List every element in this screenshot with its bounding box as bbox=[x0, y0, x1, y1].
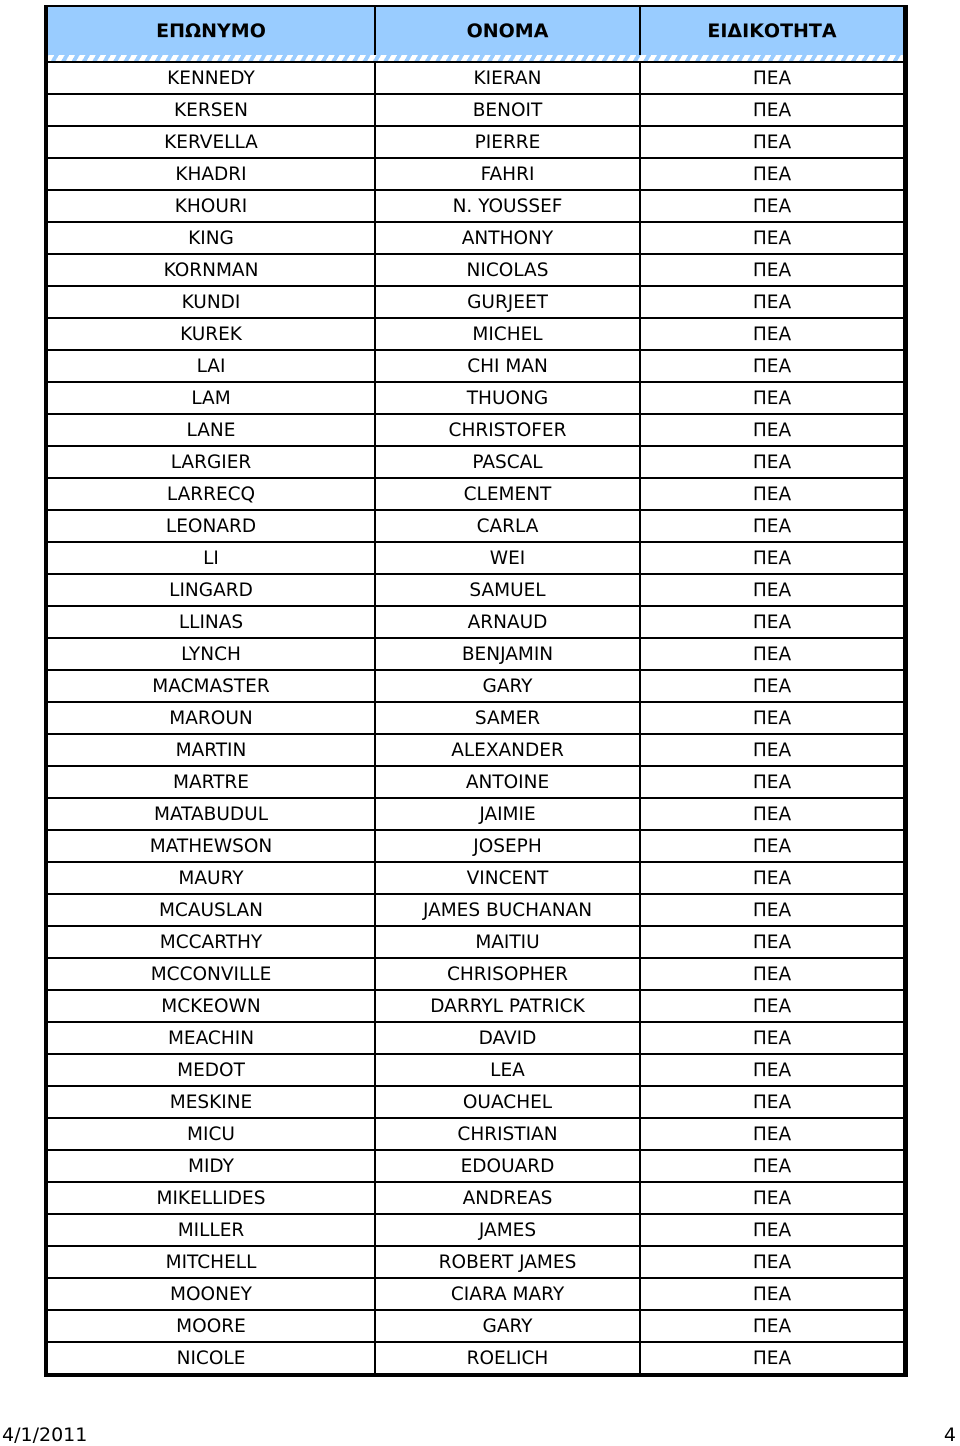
cell-surname: KUNDI bbox=[48, 286, 375, 318]
cell-first-name: ANDREAS bbox=[375, 1182, 640, 1214]
table-row bbox=[48, 702, 903, 734]
table-row bbox=[48, 1182, 903, 1214]
table-row bbox=[48, 1054, 903, 1086]
table-row bbox=[48, 318, 903, 350]
header-band-cell bbox=[48, 55, 903, 62]
cell-surname: MESKINE bbox=[48, 1086, 375, 1118]
header-first-name: ΟΝΟΜΑ bbox=[375, 7, 640, 55]
table-row bbox=[48, 1150, 903, 1182]
cell-surname: LEONARD bbox=[48, 510, 375, 542]
cell-surname: NICOLE bbox=[48, 1342, 375, 1373]
cell-specialty: ΠΕΑ bbox=[640, 1150, 903, 1182]
table-row bbox=[48, 1310, 903, 1342]
cell-specialty: ΠΕΑ bbox=[640, 830, 903, 862]
cell-specialty: ΠΕΑ bbox=[640, 1022, 903, 1054]
cell-surname: MAURY bbox=[48, 862, 375, 894]
cell-surname: MATHEWSON bbox=[48, 830, 375, 862]
cell-specialty: ΠΕΑ bbox=[640, 1214, 903, 1246]
cell-first-name: BENJAMIN bbox=[375, 638, 640, 670]
cell-specialty: ΠΕΑ bbox=[640, 94, 903, 126]
cell-specialty: ΠΕΑ bbox=[640, 1086, 903, 1118]
cell-surname: LAM bbox=[48, 382, 375, 414]
cell-specialty: ΠΕΑ bbox=[640, 766, 903, 798]
cell-first-name: CHI MAN bbox=[375, 350, 640, 382]
header-row bbox=[48, 7, 903, 55]
table-row bbox=[48, 254, 903, 286]
cell-specialty: ΠΕΑ bbox=[640, 894, 903, 926]
page-number: 4 bbox=[943, 1424, 956, 1446]
cell-surname: LI bbox=[48, 542, 375, 574]
table-row bbox=[48, 478, 903, 510]
cell-specialty: ΠΕΑ bbox=[640, 542, 903, 574]
cell-surname: LANE bbox=[48, 414, 375, 446]
cell-specialty: ΠΕΑ bbox=[640, 638, 903, 670]
table-body bbox=[48, 62, 903, 1373]
cell-surname: MICU bbox=[48, 1118, 375, 1150]
cell-surname: LYNCH bbox=[48, 638, 375, 670]
cell-specialty: ΠΕΑ bbox=[640, 222, 903, 254]
cell-first-name: OUACHEL bbox=[375, 1086, 640, 1118]
table-row bbox=[48, 766, 903, 798]
cell-first-name: GARY bbox=[375, 1310, 640, 1342]
cell-first-name: CHRISOPHER bbox=[375, 958, 640, 990]
cell-specialty: ΠΕΑ bbox=[640, 510, 903, 542]
cell-specialty: ΠΕΑ bbox=[640, 254, 903, 286]
table-row bbox=[48, 94, 903, 126]
cell-surname: KING bbox=[48, 222, 375, 254]
cell-surname: MILLER bbox=[48, 1214, 375, 1246]
cell-surname: MAROUN bbox=[48, 702, 375, 734]
cell-specialty: ΠΕΑ bbox=[640, 734, 903, 766]
cell-surname: MCKEOWN bbox=[48, 990, 375, 1022]
cell-surname: MOORE bbox=[48, 1310, 375, 1342]
cell-first-name: VINCENT bbox=[375, 862, 640, 894]
table-row bbox=[48, 1342, 903, 1373]
cell-surname: LARRECQ bbox=[48, 478, 375, 510]
cell-surname: MARTRE bbox=[48, 766, 375, 798]
cell-specialty: ΠΕΑ bbox=[640, 446, 903, 478]
cell-specialty: ΠΕΑ bbox=[640, 126, 903, 158]
cell-first-name: PIERRE bbox=[375, 126, 640, 158]
cell-first-name: CARLA bbox=[375, 510, 640, 542]
cell-specialty: ΠΕΑ bbox=[640, 670, 903, 702]
cell-first-name: CIARA MARY bbox=[375, 1278, 640, 1310]
cell-surname: MITCHELL bbox=[48, 1246, 375, 1278]
cell-first-name: KIERAN bbox=[375, 62, 640, 94]
cell-surname: MCCARTHY bbox=[48, 926, 375, 958]
table-row bbox=[48, 414, 903, 446]
cell-first-name: SAMER bbox=[375, 702, 640, 734]
table-row bbox=[48, 606, 903, 638]
cell-first-name: BENOIT bbox=[375, 94, 640, 126]
cell-first-name: CHRISTIAN bbox=[375, 1118, 640, 1150]
cell-specialty: ΠΕΑ bbox=[640, 62, 903, 94]
table-row bbox=[48, 510, 903, 542]
cell-first-name: ROBERT JAMES bbox=[375, 1246, 640, 1278]
cell-surname: KHOURI bbox=[48, 190, 375, 222]
cell-surname: MOONEY bbox=[48, 1278, 375, 1310]
cell-first-name: MICHEL bbox=[375, 318, 640, 350]
table-row bbox=[48, 446, 903, 478]
cell-specialty: ΠΕΑ bbox=[640, 958, 903, 990]
table-row bbox=[48, 1246, 903, 1278]
cell-specialty: ΠΕΑ bbox=[640, 1246, 903, 1278]
cell-first-name: FAHRI bbox=[375, 158, 640, 190]
table-row bbox=[48, 286, 903, 318]
cell-surname: LARGIER bbox=[48, 446, 375, 478]
table-row bbox=[48, 574, 903, 606]
cell-first-name: EDOUARD bbox=[375, 1150, 640, 1182]
cell-surname: KERVELLA bbox=[48, 126, 375, 158]
table-row bbox=[48, 382, 903, 414]
cell-first-name: PASCAL bbox=[375, 446, 640, 478]
cell-specialty: ΠΕΑ bbox=[640, 158, 903, 190]
table-row bbox=[48, 798, 903, 830]
cell-specialty: ΠΕΑ bbox=[640, 990, 903, 1022]
cell-first-name: JOSEPH bbox=[375, 830, 640, 862]
cell-specialty: ΠΕΑ bbox=[640, 1278, 903, 1310]
cell-specialty: ΠΕΑ bbox=[640, 318, 903, 350]
cell-specialty: ΠΕΑ bbox=[640, 286, 903, 318]
table-header bbox=[48, 7, 903, 62]
cell-specialty: ΠΕΑ bbox=[640, 798, 903, 830]
cell-surname: KERSEN bbox=[48, 94, 375, 126]
table-row bbox=[48, 1118, 903, 1150]
table-row bbox=[48, 350, 903, 382]
table-row bbox=[48, 222, 903, 254]
header-decorative-band bbox=[48, 55, 903, 62]
cell-surname: MACMASTER bbox=[48, 670, 375, 702]
table-row bbox=[48, 958, 903, 990]
cell-specialty: ΠΕΑ bbox=[640, 478, 903, 510]
names-table bbox=[48, 7, 903, 1373]
cell-first-name: N. YOUSSEF bbox=[375, 190, 640, 222]
cell-first-name: CHRISTOFER bbox=[375, 414, 640, 446]
cell-surname: KUREK bbox=[48, 318, 375, 350]
cell-surname: MEDOT bbox=[48, 1054, 375, 1086]
table-row bbox=[48, 926, 903, 958]
cell-specialty: ΠΕΑ bbox=[640, 1118, 903, 1150]
table-row bbox=[48, 1086, 903, 1118]
cell-first-name: ANTHONY bbox=[375, 222, 640, 254]
table-row bbox=[48, 734, 903, 766]
cell-first-name: ROELICH bbox=[375, 1342, 640, 1373]
cell-first-name: SAMUEL bbox=[375, 574, 640, 606]
table-row bbox=[48, 542, 903, 574]
cell-surname: MIKELLIDES bbox=[48, 1182, 375, 1214]
cell-specialty: ΠΕΑ bbox=[640, 1310, 903, 1342]
table-row bbox=[48, 638, 903, 670]
table-row bbox=[48, 862, 903, 894]
cell-first-name: LEA bbox=[375, 1054, 640, 1086]
cell-first-name: JAMES BUCHANAN bbox=[375, 894, 640, 926]
table-row bbox=[48, 894, 903, 926]
cell-specialty: ΠΕΑ bbox=[640, 1054, 903, 1086]
cell-surname: LLINAS bbox=[48, 606, 375, 638]
cell-surname: LINGARD bbox=[48, 574, 375, 606]
cell-surname: MATABUDUL bbox=[48, 798, 375, 830]
cell-first-name: DAVID bbox=[375, 1022, 640, 1054]
table-row bbox=[48, 990, 903, 1022]
cell-first-name: MAITIU bbox=[375, 926, 640, 958]
table-row bbox=[48, 1278, 903, 1310]
cell-surname: MIDY bbox=[48, 1150, 375, 1182]
table-row bbox=[48, 62, 903, 94]
table-row bbox=[48, 1214, 903, 1246]
header-specialty: ΕΙΔΙΚΟΤΗΤΑ bbox=[640, 7, 903, 55]
cell-surname: MCCONVILLE bbox=[48, 958, 375, 990]
cell-specialty: ΠΕΑ bbox=[640, 414, 903, 446]
cell-first-name: ALEXANDER bbox=[375, 734, 640, 766]
cell-surname: LAI bbox=[48, 350, 375, 382]
cell-first-name: JAMES bbox=[375, 1214, 640, 1246]
cell-specialty: ΠΕΑ bbox=[640, 574, 903, 606]
cell-first-name: JAIMIE bbox=[375, 798, 640, 830]
cell-first-name: CLEMENT bbox=[375, 478, 640, 510]
cell-specialty: ΠΕΑ bbox=[640, 926, 903, 958]
cell-specialty: ΠΕΑ bbox=[640, 702, 903, 734]
cell-first-name: GURJEET bbox=[375, 286, 640, 318]
cell-first-name: THUONG bbox=[375, 382, 640, 414]
table-row bbox=[48, 158, 903, 190]
table-row bbox=[48, 830, 903, 862]
cell-surname: KHADRI bbox=[48, 158, 375, 190]
cell-first-name: ARNAUD bbox=[375, 606, 640, 638]
cell-specialty: ΠΕΑ bbox=[640, 382, 903, 414]
cell-specialty: ΠΕΑ bbox=[640, 606, 903, 638]
cell-specialty: ΠΕΑ bbox=[640, 1182, 903, 1214]
cell-specialty: ΠΕΑ bbox=[640, 190, 903, 222]
cell-surname: KORNMAN bbox=[48, 254, 375, 286]
cell-surname: KENNEDY bbox=[48, 62, 375, 94]
cell-surname: MEACHIN bbox=[48, 1022, 375, 1054]
cell-first-name: DARRYL PATRICK bbox=[375, 990, 640, 1022]
cell-specialty: ΠΕΑ bbox=[640, 1342, 903, 1373]
cell-first-name: ANTOINE bbox=[375, 766, 640, 798]
table-row bbox=[48, 126, 903, 158]
cell-specialty: ΠΕΑ bbox=[640, 862, 903, 894]
cell-surname: MCAUSLAN bbox=[48, 894, 375, 926]
footer-date: 4/1/2011 bbox=[2, 1424, 88, 1446]
cell-first-name: NICOLAS bbox=[375, 254, 640, 286]
table-row bbox=[48, 1022, 903, 1054]
table-row bbox=[48, 670, 903, 702]
header-surname: ΕΠΩΝΥΜΟ bbox=[48, 7, 375, 55]
table-row bbox=[48, 190, 903, 222]
cell-surname: MARTIN bbox=[48, 734, 375, 766]
cell-specialty: ΠΕΑ bbox=[640, 350, 903, 382]
cell-first-name: GARY bbox=[375, 670, 640, 702]
names-table-frame bbox=[44, 5, 908, 1377]
cell-first-name: WEI bbox=[375, 542, 640, 574]
